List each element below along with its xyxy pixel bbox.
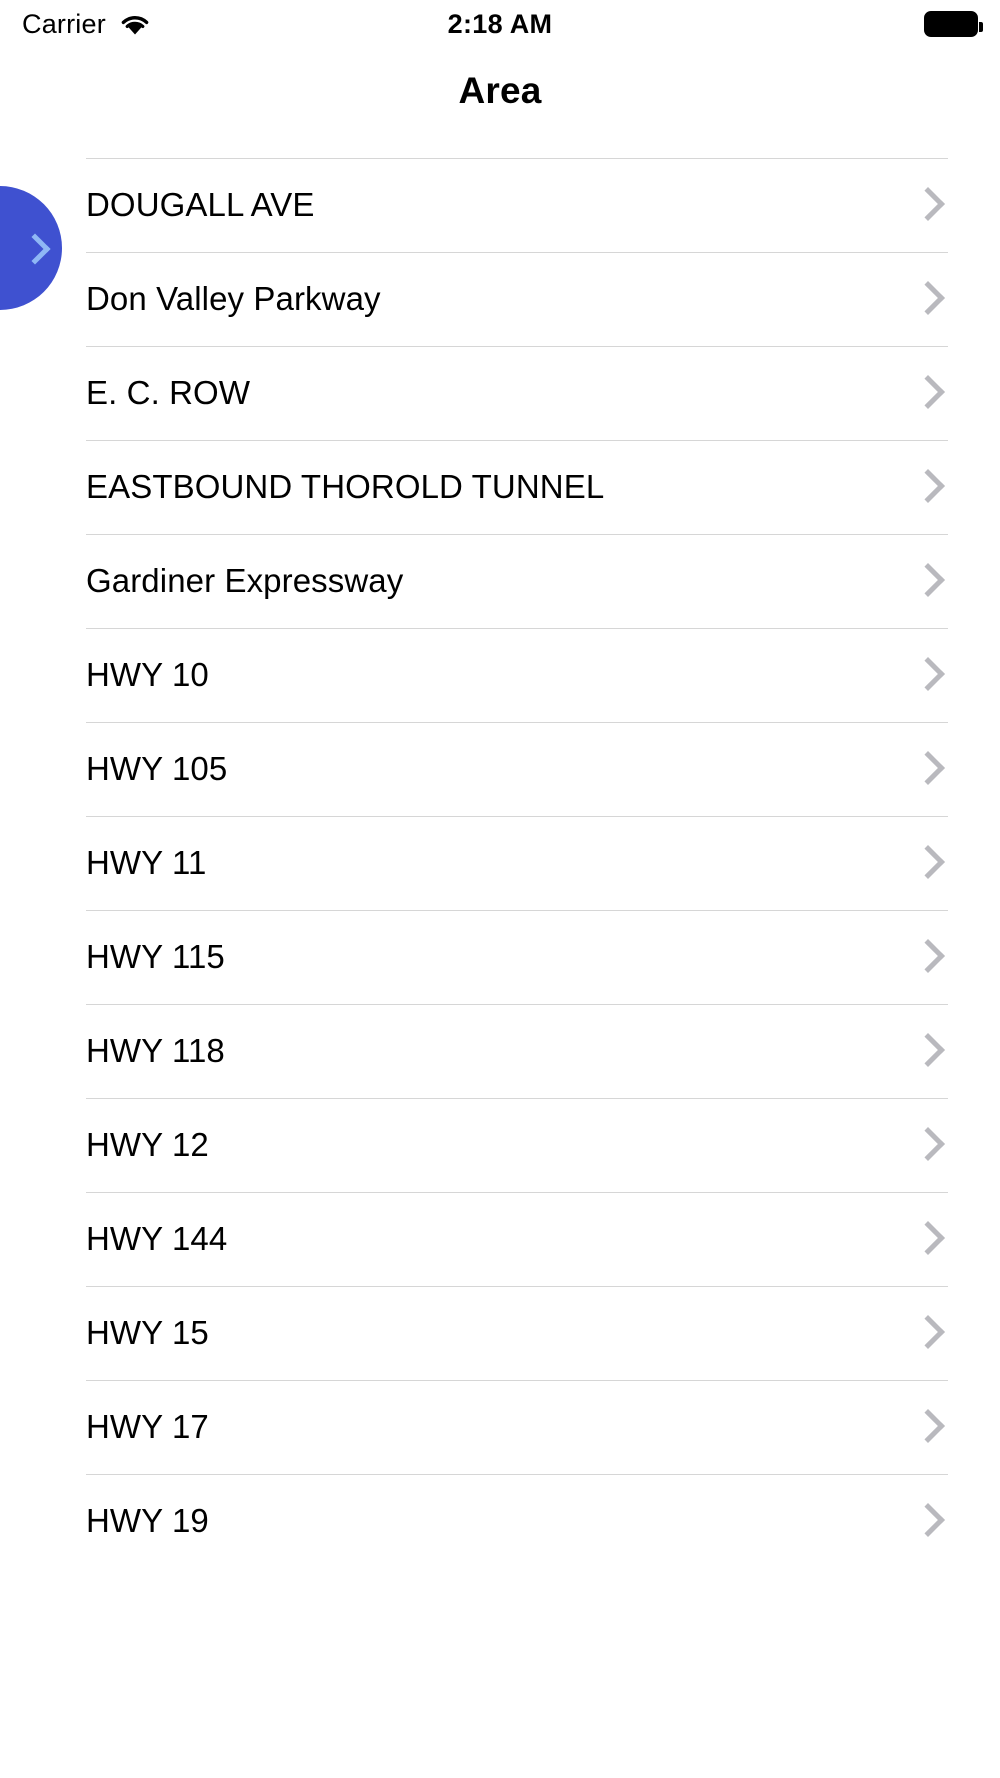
chevron-right-icon <box>910 281 946 317</box>
chevron-right-icon <box>910 751 946 787</box>
list-item[interactable] <box>0 346 1000 440</box>
row-separator <box>86 816 948 817</box>
row-separator <box>86 910 948 911</box>
list-item-label: HWY 115 <box>86 938 225 975</box>
chevron-right-icon <box>910 563 946 599</box>
list-item[interactable] <box>0 1474 1000 1568</box>
navigation-bar <box>0 48 1000 134</box>
list-item[interactable] <box>0 252 1000 346</box>
list-item-label: Gardiner Expressway <box>86 562 404 599</box>
list-item[interactable] <box>0 158 1000 252</box>
row-separator <box>86 346 948 347</box>
list-item-label: HWY 118 <box>86 1032 225 1069</box>
row-separator <box>86 628 948 629</box>
list-item-label: DOUGALL AVE <box>86 186 315 223</box>
list-item-label: HWY 15 <box>86 1314 209 1351</box>
list-item[interactable] <box>0 1098 1000 1192</box>
row-separator <box>86 252 948 253</box>
chevron-right-icon <box>910 1315 946 1351</box>
status-bar <box>0 0 1000 48</box>
carrier-label: Carrier <box>22 8 106 39</box>
list-item-label: HWY 12 <box>86 1126 209 1163</box>
status-time: 2:18 AM <box>447 8 553 39</box>
list-item-label: E. C. ROW <box>86 374 251 411</box>
list-item-label: Don Valley Parkway <box>86 280 381 317</box>
list-item[interactable] <box>0 816 1000 910</box>
row-separator <box>86 1380 948 1381</box>
row-separator <box>86 1004 948 1005</box>
row-separator <box>86 158 948 159</box>
chevron-right-icon <box>910 469 946 505</box>
list-item-label: HWY 17 <box>86 1408 209 1445</box>
row-separator <box>86 534 948 535</box>
row-separator <box>86 1474 948 1475</box>
list-item-label: HWY 11 <box>86 844 207 881</box>
list-item[interactable] <box>0 910 1000 1004</box>
list-item[interactable] <box>0 1192 1000 1286</box>
row-separator <box>86 1098 948 1099</box>
list-item-label: HWY 144 <box>86 1220 228 1257</box>
chevron-right-icon <box>910 1127 946 1163</box>
list-item-label: HWY 19 <box>86 1502 209 1539</box>
row-separator <box>86 1192 948 1193</box>
chevron-right-icon <box>910 1503 946 1539</box>
list-item-label: HWY 105 <box>86 750 228 787</box>
chevron-right-icon <box>910 939 946 975</box>
status-bar-right <box>924 11 978 37</box>
page-title: Area <box>458 70 542 111</box>
chevron-right-icon <box>910 1409 946 1445</box>
list-item[interactable] <box>0 534 1000 628</box>
row-separator <box>86 1286 948 1287</box>
chevron-right-icon <box>910 657 946 693</box>
list-item-label: EASTBOUND THOROLD TUNNEL <box>86 468 605 505</box>
chevron-right-icon <box>910 375 946 411</box>
list-item[interactable] <box>0 628 1000 722</box>
battery-full-icon <box>924 11 978 37</box>
list-item[interactable] <box>0 1004 1000 1098</box>
list-item[interactable] <box>0 722 1000 816</box>
chevron-right-icon <box>910 1033 946 1069</box>
chevron-right-icon <box>910 1221 946 1257</box>
row-separator <box>86 440 948 441</box>
list-item[interactable] <box>0 1380 1000 1474</box>
area-list <box>0 158 1000 1568</box>
chevron-right-icon <box>910 187 946 223</box>
row-separator <box>86 722 948 723</box>
chevron-right-icon <box>910 845 946 881</box>
list-item[interactable] <box>0 440 1000 534</box>
list-item[interactable] <box>0 1286 1000 1380</box>
list-item-label: HWY 10 <box>86 656 209 693</box>
chevron-right-icon <box>22 235 48 261</box>
